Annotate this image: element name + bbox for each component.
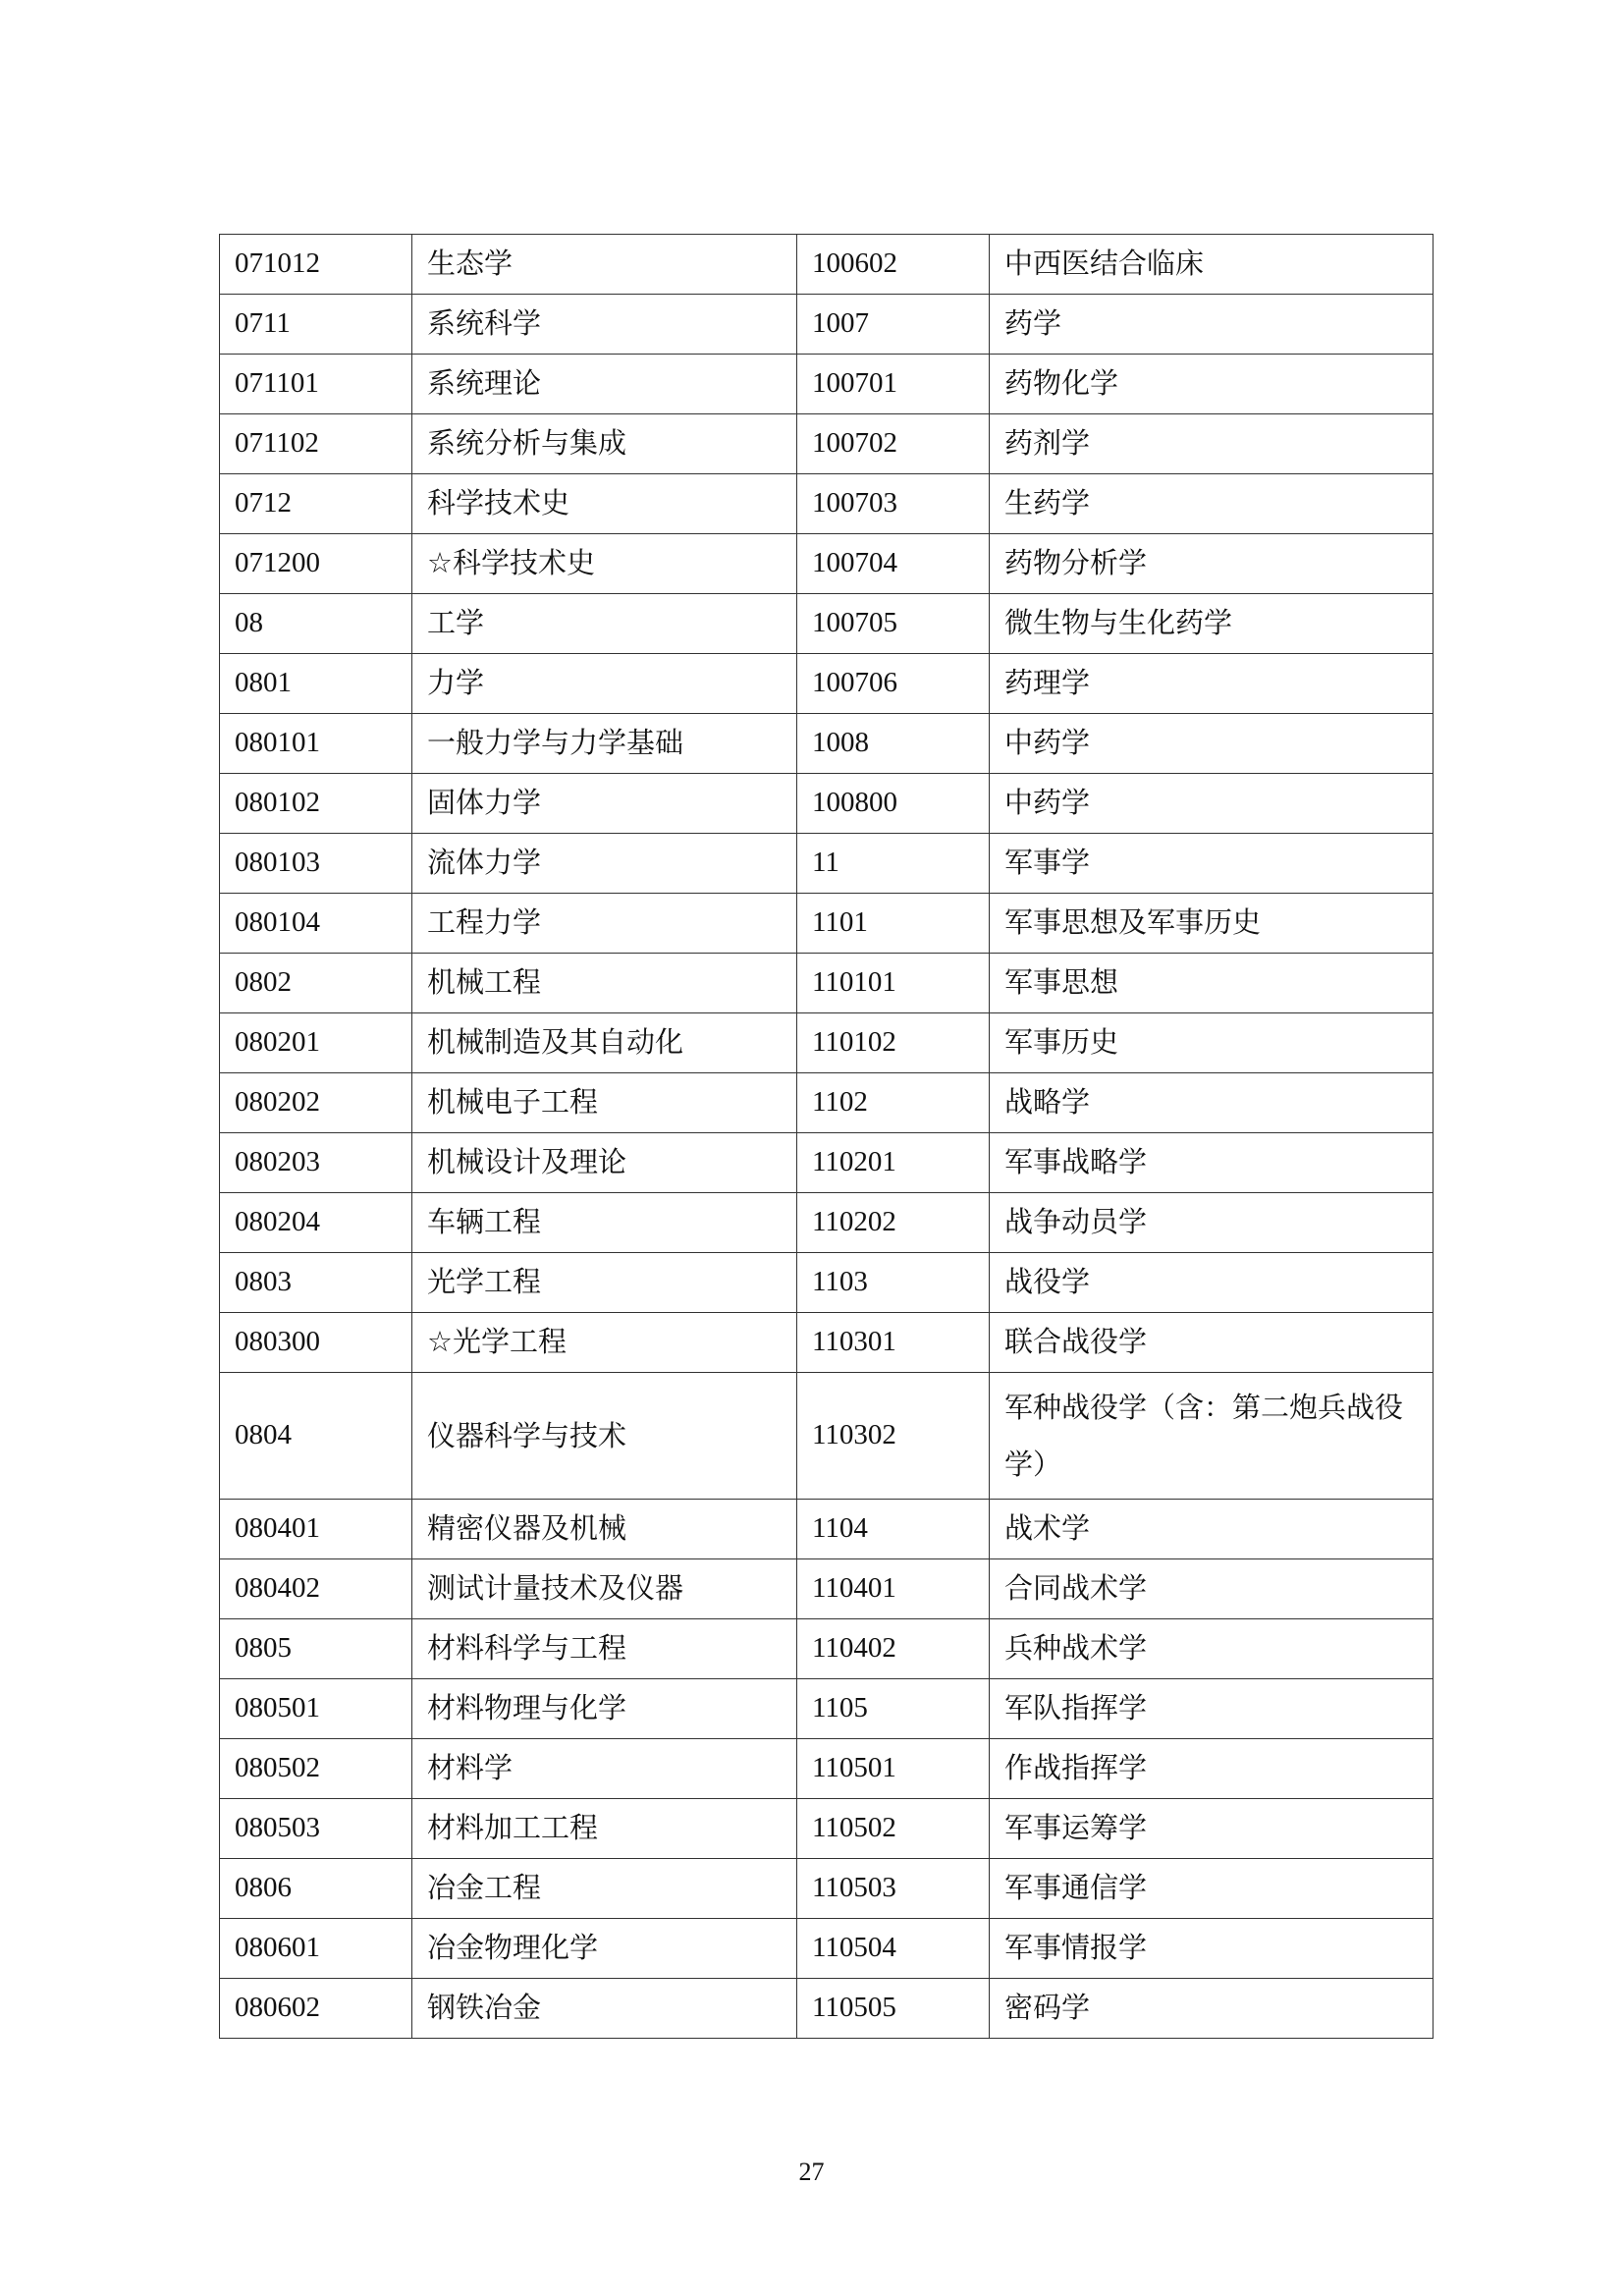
subject-code-cell-left: 071102 xyxy=(220,414,412,474)
subject-name-cell-left: 系统分析与集成 xyxy=(412,414,797,474)
table-row xyxy=(220,834,1434,894)
subject-code-cell-right: 110502 xyxy=(797,1799,990,1859)
subject-code-cell-left: 080602 xyxy=(220,1979,412,2039)
subject-code-cell-left: 0712 xyxy=(220,474,412,534)
subject-code-cell-left: 080203 xyxy=(220,1133,412,1193)
subject-code-cell-right: 110202 xyxy=(797,1193,990,1253)
subject-code-cell-left: 0806 xyxy=(220,1859,412,1919)
subject-name-cell-right: 军事战略学 xyxy=(990,1133,1434,1193)
subject-code-cell-right: 110402 xyxy=(797,1619,990,1679)
table-row xyxy=(220,1193,1434,1253)
subject-name-cell-right: 药物分析学 xyxy=(990,534,1434,594)
subject-name-cell-right: 军事历史 xyxy=(990,1013,1434,1073)
subject-code-cell-left: 080202 xyxy=(220,1073,412,1133)
subject-code-cell-left: 080503 xyxy=(220,1799,412,1859)
table-row xyxy=(220,1619,1434,1679)
subject-code-cell-right: 110505 xyxy=(797,1979,990,2039)
subject-code-cell-right: 1008 xyxy=(797,714,990,774)
subject-code-cell-right: 11 xyxy=(797,834,990,894)
subject-code-cell-right: 110302 xyxy=(797,1373,990,1500)
subject-code-cell-right: 1102 xyxy=(797,1073,990,1133)
subject-code-cell-right: 110301 xyxy=(797,1313,990,1373)
subject-code-cell-right: 110401 xyxy=(797,1559,990,1619)
subject-name-cell-left: 冶金物理化学 xyxy=(412,1919,797,1979)
subject-code-cell-left: 080102 xyxy=(220,774,412,834)
subject-code-cell-right: 1103 xyxy=(797,1253,990,1313)
subject-code-cell-left: 0801 xyxy=(220,654,412,714)
table-row xyxy=(220,954,1434,1013)
table-row xyxy=(220,1013,1434,1073)
subject-name-cell-left: 材料物理与化学 xyxy=(412,1679,797,1739)
subject-name-cell-right: 生药学 xyxy=(990,474,1434,534)
subject-name-cell-right: 军事情报学 xyxy=(990,1919,1434,1979)
table-row xyxy=(220,1133,1434,1193)
subject-name-cell-right: 战争动员学 xyxy=(990,1193,1434,1253)
subject-name-cell-right: 药剂学 xyxy=(990,414,1434,474)
subject-name-cell-right: 军事运筹学 xyxy=(990,1799,1434,1859)
table-row xyxy=(220,774,1434,834)
subject-name-cell-left: ☆光学工程 xyxy=(412,1313,797,1373)
subject-name-cell-left: 仪器科学与技术 xyxy=(412,1373,797,1500)
subject-name-cell-left: 力学 xyxy=(412,654,797,714)
subject-code-cell-left: 0805 xyxy=(220,1619,412,1679)
table-row xyxy=(220,1559,1434,1619)
subject-name-cell-left: 测试计量技术及仪器 xyxy=(412,1559,797,1619)
subject-name-cell-left: 生态学 xyxy=(412,235,797,295)
subject-name-cell-right: 作战指挥学 xyxy=(990,1739,1434,1799)
subject-code-cell-left: 080501 xyxy=(220,1679,412,1739)
subject-code-cell-right: 100602 xyxy=(797,235,990,295)
subject-code-cell-right: 100702 xyxy=(797,414,990,474)
subject-name-cell-right: 药物化学 xyxy=(990,355,1434,414)
subject-code-cell-right: 1101 xyxy=(797,894,990,954)
subject-name-cell-left: 材料学 xyxy=(412,1739,797,1799)
subject-name-cell-right: 军队指挥学 xyxy=(990,1679,1434,1739)
subject-name-cell-left: 车辆工程 xyxy=(412,1193,797,1253)
subject-name-cell-right: 战术学 xyxy=(990,1500,1434,1559)
table-row xyxy=(220,474,1434,534)
subject-code-table xyxy=(219,234,1434,2039)
subject-name-cell-left: 机械工程 xyxy=(412,954,797,1013)
subject-name-cell-right: 战略学 xyxy=(990,1073,1434,1133)
table-row xyxy=(220,295,1434,355)
subject-code-cell-right: 110101 xyxy=(797,954,990,1013)
subject-name-cell-left: 流体力学 xyxy=(412,834,797,894)
subject-code-cell-right: 100704 xyxy=(797,534,990,594)
subject-code-cell-left: 0711 xyxy=(220,295,412,355)
subject-name-cell-right: 药学 xyxy=(990,295,1434,355)
subject-name-cell-left: ☆科学技术史 xyxy=(412,534,797,594)
table-row xyxy=(220,714,1434,774)
page-number: 27 xyxy=(798,2158,825,2186)
subject-name-cell-right: 军种战役学（含：第二炮兵战役学） xyxy=(990,1373,1434,1500)
subject-name-cell-right: 中药学 xyxy=(990,774,1434,834)
table-row xyxy=(220,654,1434,714)
table-row xyxy=(220,1979,1434,2039)
subject-name-cell-left: 钢铁冶金 xyxy=(412,1979,797,2039)
table-row xyxy=(220,1073,1434,1133)
table-row xyxy=(220,594,1434,654)
subject-name-cell-right: 联合战役学 xyxy=(990,1313,1434,1373)
subject-name-cell-left: 机械制造及其自动化 xyxy=(412,1013,797,1073)
subject-code-cell-left: 071200 xyxy=(220,534,412,594)
subject-code-cell-left: 080402 xyxy=(220,1559,412,1619)
subject-code-cell-left: 080300 xyxy=(220,1313,412,1373)
table-row xyxy=(220,1859,1434,1919)
subject-code-cell-right: 100706 xyxy=(797,654,990,714)
subject-code-cell-left: 080601 xyxy=(220,1919,412,1979)
subject-code-cell-right: 1105 xyxy=(797,1679,990,1739)
subject-code-cell-right: 110504 xyxy=(797,1919,990,1979)
subject-code-cell-left: 0802 xyxy=(220,954,412,1013)
subject-code-cell-left: 080103 xyxy=(220,834,412,894)
subject-code-cell-left: 0804 xyxy=(220,1373,412,1500)
subject-code-cell-right: 100703 xyxy=(797,474,990,534)
subject-name-cell-right: 密码学 xyxy=(990,1979,1434,2039)
subject-code-cell-left: 080401 xyxy=(220,1500,412,1559)
subject-name-cell-left: 系统理论 xyxy=(412,355,797,414)
subject-code-cell-left: 0803 xyxy=(220,1253,412,1313)
table-row xyxy=(220,1679,1434,1739)
table-row xyxy=(220,235,1434,295)
table-row xyxy=(220,1799,1434,1859)
table-row xyxy=(220,1253,1434,1313)
subject-code-cell-right: 1007 xyxy=(797,295,990,355)
subject-name-cell-left: 机械电子工程 xyxy=(412,1073,797,1133)
subject-name-cell-right: 药理学 xyxy=(990,654,1434,714)
subject-code-cell-right: 110501 xyxy=(797,1739,990,1799)
subject-name-cell-right: 军事思想 xyxy=(990,954,1434,1013)
subject-code-cell-left: 080204 xyxy=(220,1193,412,1253)
table-row xyxy=(220,1313,1434,1373)
subject-code-cell-right: 1104 xyxy=(797,1500,990,1559)
table-row xyxy=(220,1919,1434,1979)
subject-code-cell-right: 100705 xyxy=(797,594,990,654)
table-row xyxy=(220,1739,1434,1799)
subject-name-cell-left: 工学 xyxy=(412,594,797,654)
subject-name-cell-right: 合同战术学 xyxy=(990,1559,1434,1619)
subject-code-cell-left: 08 xyxy=(220,594,412,654)
subject-code-cell-left: 071101 xyxy=(220,355,412,414)
subject-name-cell-right: 军事通信学 xyxy=(990,1859,1434,1919)
subject-name-cell-left: 冶金工程 xyxy=(412,1859,797,1919)
subject-name-cell-right: 军事学 xyxy=(990,834,1434,894)
table-row xyxy=(220,1500,1434,1559)
subject-code-cell-right: 110102 xyxy=(797,1013,990,1073)
subject-name-cell-right: 微生物与生化药学 xyxy=(990,594,1434,654)
subject-name-cell-right: 军事思想及军事历史 xyxy=(990,894,1434,954)
subject-name-cell-left: 材料科学与工程 xyxy=(412,1619,797,1679)
subject-name-cell-left: 系统科学 xyxy=(412,295,797,355)
subject-name-cell-right: 中西医结合临床 xyxy=(990,235,1434,295)
table-row xyxy=(220,534,1434,594)
table-body xyxy=(220,235,1434,2039)
subject-name-cell-left: 一般力学与力学基础 xyxy=(412,714,797,774)
subject-code-cell-right: 100800 xyxy=(797,774,990,834)
subject-name-cell-right: 兵种战术学 xyxy=(990,1619,1434,1679)
table-row xyxy=(220,894,1434,954)
table-row xyxy=(220,355,1434,414)
subject-name-cell-left: 科学技术史 xyxy=(412,474,797,534)
subject-name-cell-left: 工程力学 xyxy=(412,894,797,954)
subject-code-cell-right: 110503 xyxy=(797,1859,990,1919)
subject-name-cell-left: 精密仪器及机械 xyxy=(412,1500,797,1559)
subject-code-cell-right: 110201 xyxy=(797,1133,990,1193)
subject-code-cell-left: 080201 xyxy=(220,1013,412,1073)
subject-name-cell-right: 战役学 xyxy=(990,1253,1434,1313)
subject-code-cell-left: 080101 xyxy=(220,714,412,774)
subject-code-cell-left: 080104 xyxy=(220,894,412,954)
table-row xyxy=(220,414,1434,474)
subject-code-cell-right: 100701 xyxy=(797,355,990,414)
subject-name-cell-left: 光学工程 xyxy=(412,1253,797,1313)
subject-code-cell-left: 080502 xyxy=(220,1739,412,1799)
subject-name-cell-left: 机械设计及理论 xyxy=(412,1133,797,1193)
subject-name-cell-left: 固体力学 xyxy=(412,774,797,834)
subject-name-cell-left: 材料加工工程 xyxy=(412,1799,797,1859)
subject-name-cell-right: 中药学 xyxy=(990,714,1434,774)
subject-code-cell-left: 071012 xyxy=(220,235,412,295)
table-row xyxy=(220,1373,1434,1500)
